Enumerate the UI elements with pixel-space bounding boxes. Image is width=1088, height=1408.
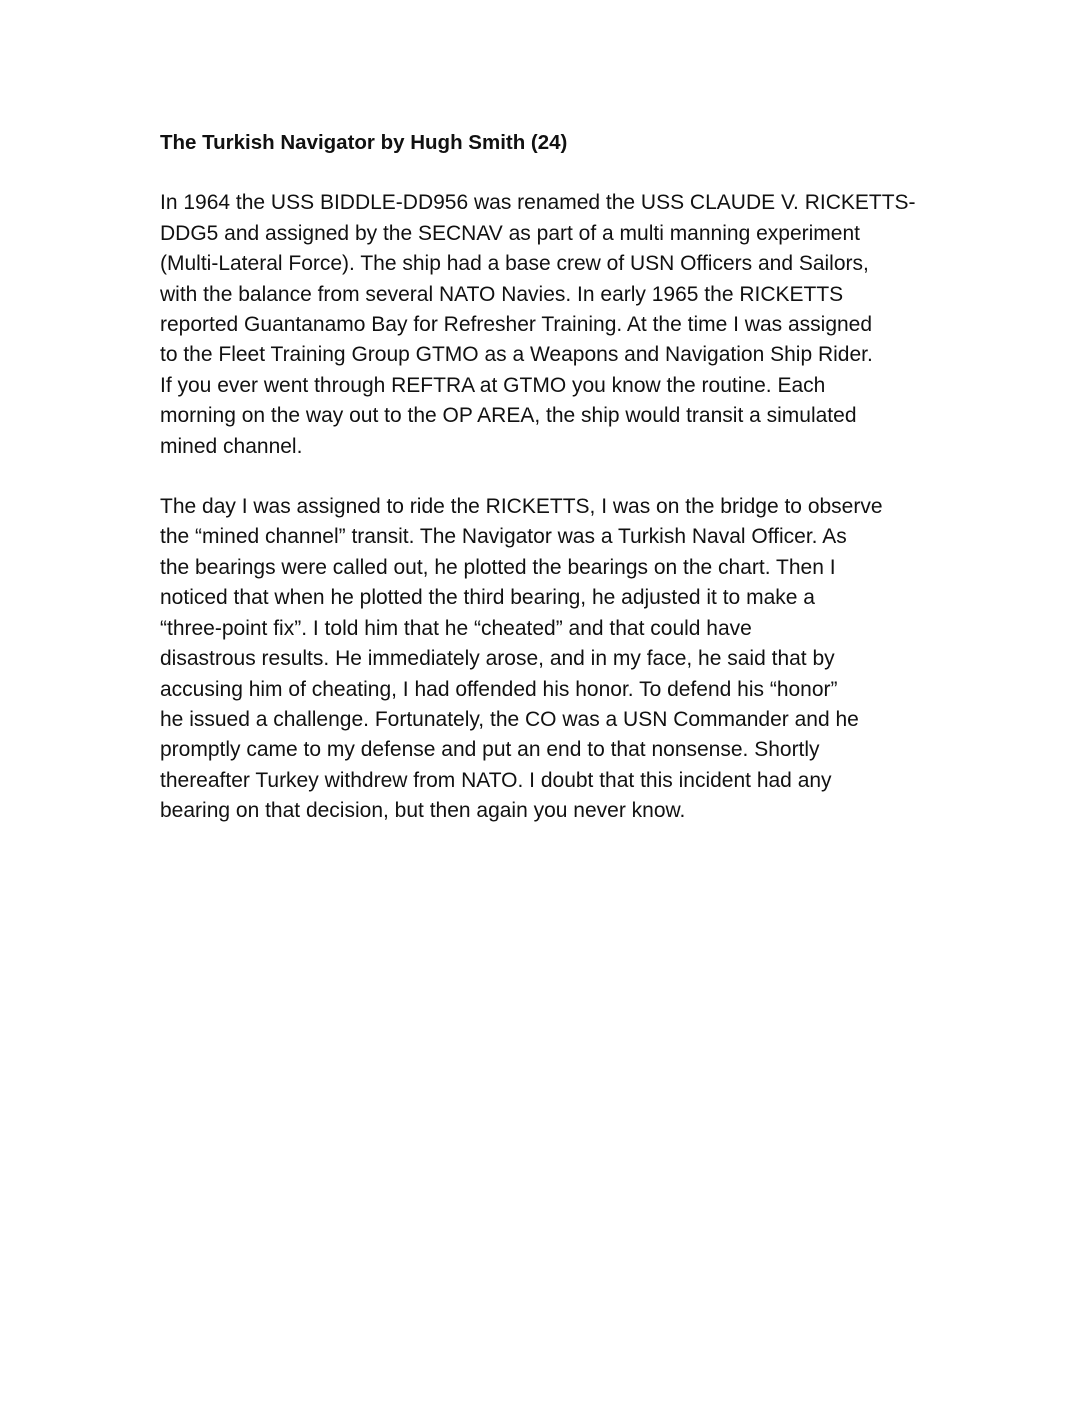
paragraph-1 (160, 188, 930, 462)
text-line: reported Guantanamo Bay for Refresher Training. At the time I was assigned (160, 313, 873, 337)
text-line: with the balance from several NATO Navies. In early 1965 the RICKETTS (160, 282, 844, 306)
document-title: The Turkish Navigator by Hugh Smith (24) (160, 131, 568, 154)
text-line: to the Fleet Training Group GTMO as a Weapons and Navigation Ship Rider. (160, 343, 873, 367)
text-line: In 1964 the USS BIDDLE-DD956 was renamed the USS CLAUDE V. RICKETTS- (160, 191, 916, 215)
text-line: bearing on that decision, but then again you never know. (160, 799, 686, 823)
text-line: accusing him of cheating, I had offended his honor. To defend his “honor” (160, 677, 838, 701)
text-line: promptly came to my defense and put an end to that nonsense. Shortly (160, 738, 820, 762)
text-line: morning on the way out to the OP AREA, the ship would transit a simulated (160, 404, 857, 428)
text-line: The day I was assigned to ride the RICKETTS, I was on the bridge to observe (160, 495, 883, 519)
text-line: the bearings were called out, he plotted the bearings on the chart. Then I (160, 555, 836, 579)
text-line: thereafter Turkey withdrew from NATO. I doubt that this incident had any (160, 768, 832, 792)
text-line: the “mined channel” transit. The Navigator was a Turkish Naval Officer. As (160, 525, 847, 549)
text-line: DDG5 and assigned by the SECNAV as part of a multi manning experiment (160, 221, 860, 245)
text-line: mined channel. (160, 434, 303, 458)
text-line: (Multi-Lateral Force). The ship had a base crew of USN Officers and Sailors, (160, 252, 869, 276)
text-line: noticed that when he plotted the third bearing, he adjusted it to make a (160, 586, 815, 610)
text-line: “three-point fix”. I told him that he “cheated” and that could have (160, 616, 752, 640)
text-line: disastrous results. He immediately arose, and in my face, he said that by (160, 647, 835, 671)
text-line: If you ever went through REFTRA at GTMO you know the routine. Each (160, 373, 826, 397)
document-body (160, 128, 930, 857)
text-line: he issued a challenge. Fortunately, the CO was a USN Commander and he (160, 707, 859, 731)
paragraph-2 (160, 492, 930, 826)
